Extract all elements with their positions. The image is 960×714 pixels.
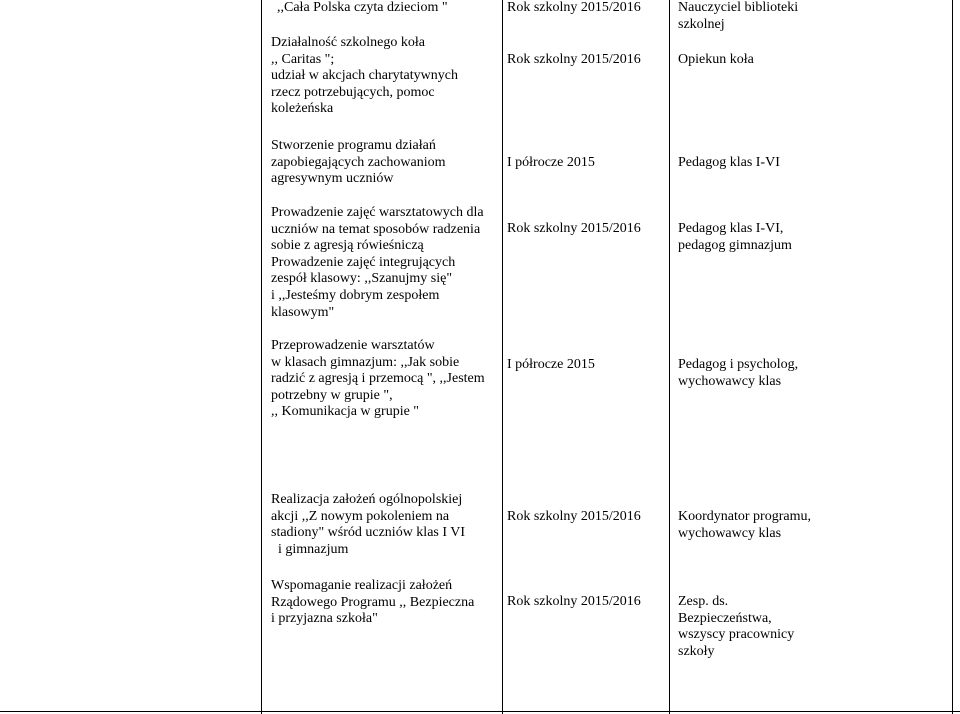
responsible-cell (678, 155, 948, 172)
term-cell (507, 155, 667, 172)
table-row (271, 35, 501, 118)
responsible-cell (678, 52, 948, 69)
activity-text: Wspomaganie realizacji założeń Rządowego Programu ,, Bezpieczna i przyjazna szkoła" (271, 578, 475, 627)
responsible-cell (678, 221, 948, 254)
term-cell (507, 357, 667, 374)
responsible-cell (678, 357, 948, 390)
responsible-cell (678, 509, 948, 542)
activity-text: ,,Cała Polska czyta dzieciom " (277, 0, 448, 15)
table-row (271, 338, 501, 421)
activity-text: Działalność szkolnego koła ,, Caritas "; udział w akcjach charytatywnych rzecz potrzebujących, pomoc koleżeńska (271, 35, 458, 117)
table-border-right (952, 0, 953, 714)
term-cell (507, 0, 667, 17)
responsible-text: Pedagog klas I-VI, pedagog gimnazjum (678, 221, 792, 253)
term-text: Rok szkolny 2015/2016 (507, 509, 641, 524)
table-row (271, 492, 501, 558)
term-text: Rok szkolny 2015/2016 (507, 0, 641, 15)
column-divider-2 (669, 0, 670, 714)
responsible-cell (678, 0, 948, 33)
table-row (271, 138, 501, 188)
term-cell (507, 509, 667, 526)
term-text: Rok szkolny 2015/2016 (507, 594, 641, 609)
responsible-cell (678, 594, 948, 660)
term-text: I półrocze 2015 (507, 357, 595, 372)
term-text: I półrocze 2015 (507, 155, 595, 170)
term-text: Rok szkolny 2015/2016 (507, 52, 641, 67)
table-row (271, 578, 501, 628)
table-row (271, 0, 501, 17)
term-cell (507, 52, 667, 69)
activity-text: Przeprowadzenie warsztatów w klasach gimnazjum: ,,Jak sobie radzić z agresją i przemocą ", ,,Jestem potrzebny w grupie ", ,, Komunikacja w grupie " (271, 338, 485, 420)
activity-text: Stworzenie programu działań zapobiegających zachowaniom agresywnym uczniów (271, 138, 446, 187)
activity-text: Realizacja założeń ogólnopolskiej akcji ,,Z nowym pokoleniem na stadiony" wśród uczniów klas I VI i gimnazjum (271, 492, 466, 557)
responsible-text: Opiekun koła (678, 52, 754, 67)
responsible-text: Nauczyciel biblioteki szkolnej (678, 0, 799, 32)
term-cell (507, 221, 667, 238)
responsible-text: Pedagog i psycholog, wychowawcy klas (678, 357, 799, 389)
table-border-bottom (0, 711, 960, 712)
term-text: Rok szkolny 2015/2016 (507, 221, 641, 236)
activity-text: Prowadzenie zajęć warsztatowych dla uczniów na temat sposobów radzenia sobie z agresją rówieśniczą Prowadzenie zajęć integrujących zespół klasowy: ,,Szanujmy się" i ,,Jesteśmy dobrym zespołem klasowym" (271, 205, 484, 320)
table-row (271, 205, 501, 321)
responsible-text: Koordynator programu, wychowawcy klas (678, 509, 811, 541)
responsible-text: Pedagog klas I-VI (678, 155, 780, 170)
responsible-text: Zesp. ds. Bezpieczeństwa, wszyscy pracownicy szkoły (678, 594, 795, 659)
column-divider-1 (502, 0, 503, 714)
table-border-left (261, 0, 262, 714)
term-cell (507, 594, 667, 611)
